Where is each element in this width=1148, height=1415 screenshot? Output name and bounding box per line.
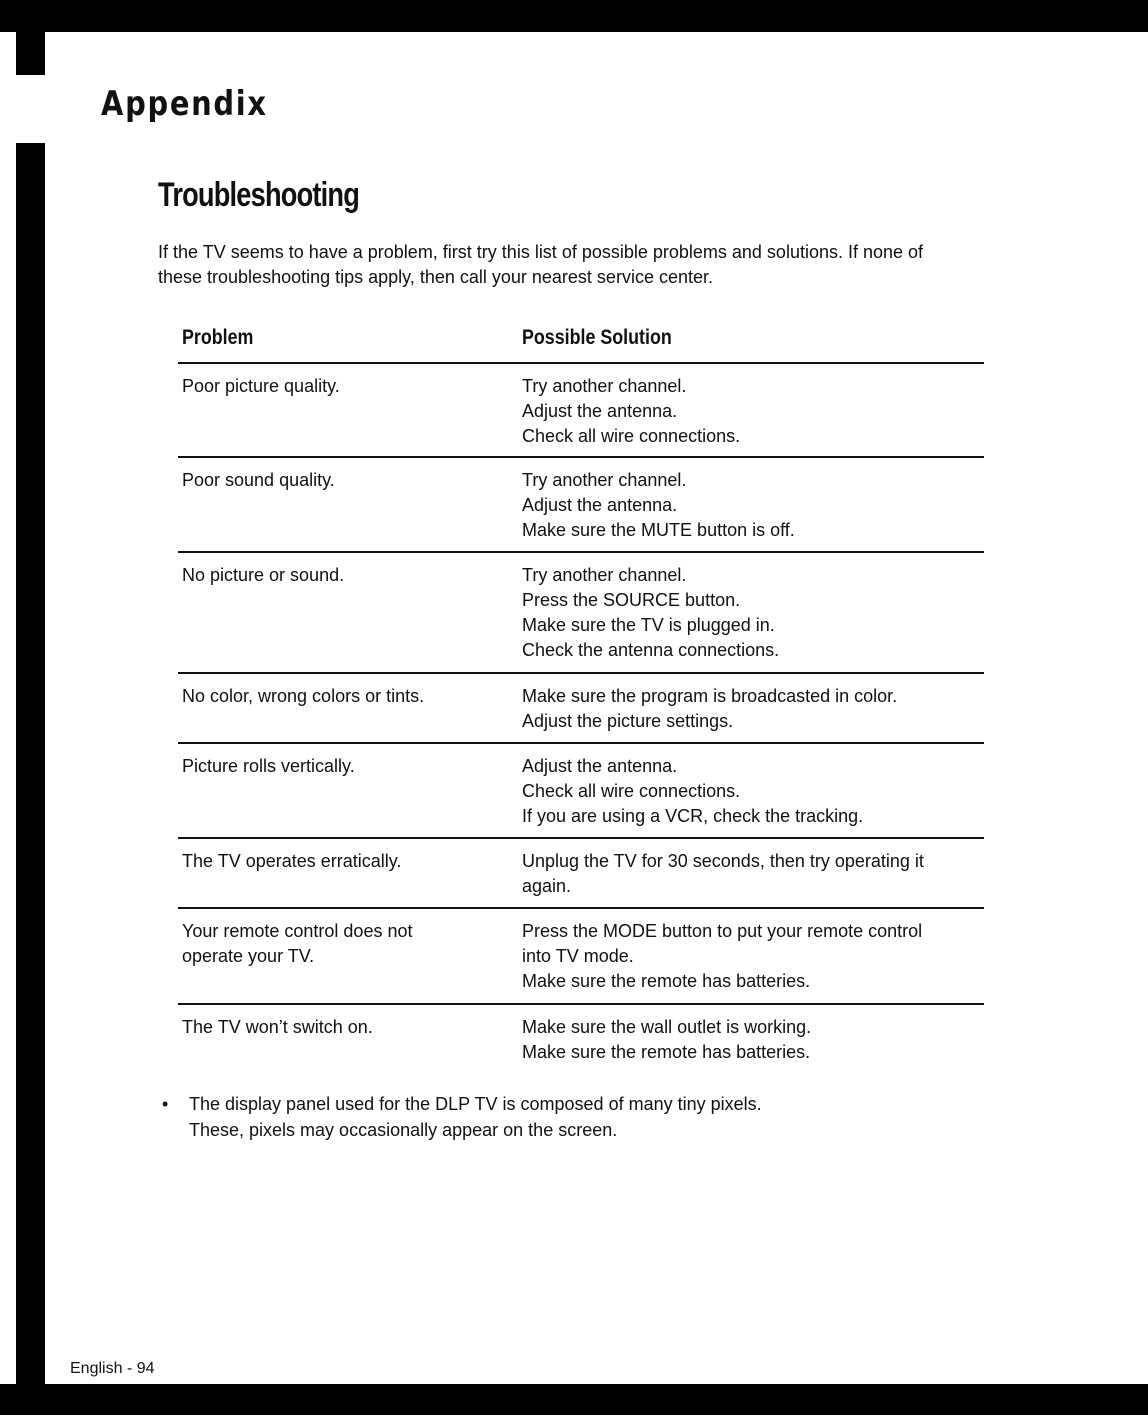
note-line: These, pixels may occasionally appear on the screen. [189,1120,618,1140]
solution-cell [522,374,982,449]
bottom-border-bar [0,1384,1148,1415]
table-row [178,1005,984,1075]
solution-cell [522,684,982,734]
problem-text: Picture rolls vertically. [182,756,355,776]
problem-cell [182,374,502,399]
intro-line: these troubleshooting tips apply, then call your nearest service center. [158,267,713,287]
solution-text: Try another channel. [522,470,687,490]
left-edge-marker [16,32,45,75]
table-row [178,909,984,1005]
problem-cell [182,849,502,874]
solution-text: into TV mode. [522,946,634,966]
problem-cell [182,563,502,588]
solution-cell [522,754,982,829]
solution-text: Unplug the TV for 30 seconds, then try operating it [522,851,924,871]
solution-text: again. [522,876,572,896]
problem-cell [182,1015,502,1040]
solution-text: Check the antenna connections. [522,640,780,660]
solution-cell [522,468,982,543]
solution-cell [522,1015,982,1065]
top-border-bar [0,0,1148,32]
table-row [178,839,984,909]
solution-column-header: Possible Solution [522,326,672,349]
intro-line: If the TV seems to have a problem, first try this list of possible problems and solutions. If none of [158,242,924,262]
table-row [178,744,984,839]
left-border-bar [16,143,45,1365]
problem-text: Poor sound quality. [182,470,335,490]
solution-text: If you are using a VCR, check the tracking. [522,806,864,826]
troubleshooting-table [178,324,984,1075]
solution-text: Try another channel. [522,565,687,585]
solution-text: Press the MODE button to put your remote control [522,921,923,941]
problem-text: Poor picture quality. [182,376,340,396]
solution-text: Adjust the antenna. [522,495,678,515]
solution-cell [522,919,982,994]
solution-cell [522,563,982,663]
problem-column-header: Problem [182,326,254,349]
footer-edge-marker [16,1365,45,1384]
intro-paragraph [158,240,998,290]
section-title: Appendix [101,84,268,124]
problem-text: No color, wrong colors or tints. [182,686,425,706]
solution-text: Make sure the remote has batteries. [522,1042,811,1062]
table-header [178,324,984,364]
problem-cell [182,754,502,779]
solution-text: Check all wire connections. [522,781,741,801]
problem-cell [182,468,502,493]
solution-text: Make sure the TV is plugged in. [522,615,775,635]
table-row [178,553,984,674]
solution-text: Make sure the MUTE button is off. [522,520,795,540]
problem-text: The TV won’t switch on. [182,1017,373,1037]
solution-text: Adjust the antenna. [522,756,678,776]
problem-text: The TV operates erratically. [182,851,402,871]
problem-cell [182,684,502,709]
table-row [178,364,984,458]
page-heading: Troubleshooting [158,176,360,214]
problem-text: Your remote control does not [182,921,413,941]
solution-text: Make sure the program is broadcasted in color. [522,686,898,706]
problem-cell [182,919,502,969]
table-row [178,674,984,744]
solution-text: Press the SOURCE button. [522,590,741,610]
note-text [189,1091,762,1143]
note-line: The display panel used for the DLP TV is composed of many tiny pixels. [189,1094,762,1114]
bullet-point: • [162,1094,169,1114]
solution-text: Adjust the picture settings. [522,711,734,731]
solution-cell [522,849,982,899]
solution-text: Make sure the remote has batteries. [522,971,811,991]
solution-text: Adjust the antenna. [522,401,678,421]
solution-text: Check all wire connections. [522,426,741,446]
solution-text: Try another channel. [522,376,687,396]
page-footer: English - 94 [70,1360,155,1377]
solution-text: Make sure the wall outlet is working. [522,1017,812,1037]
table-row [178,458,984,553]
problem-text: No picture or sound. [182,565,345,585]
problem-text: operate your TV. [182,946,315,966]
